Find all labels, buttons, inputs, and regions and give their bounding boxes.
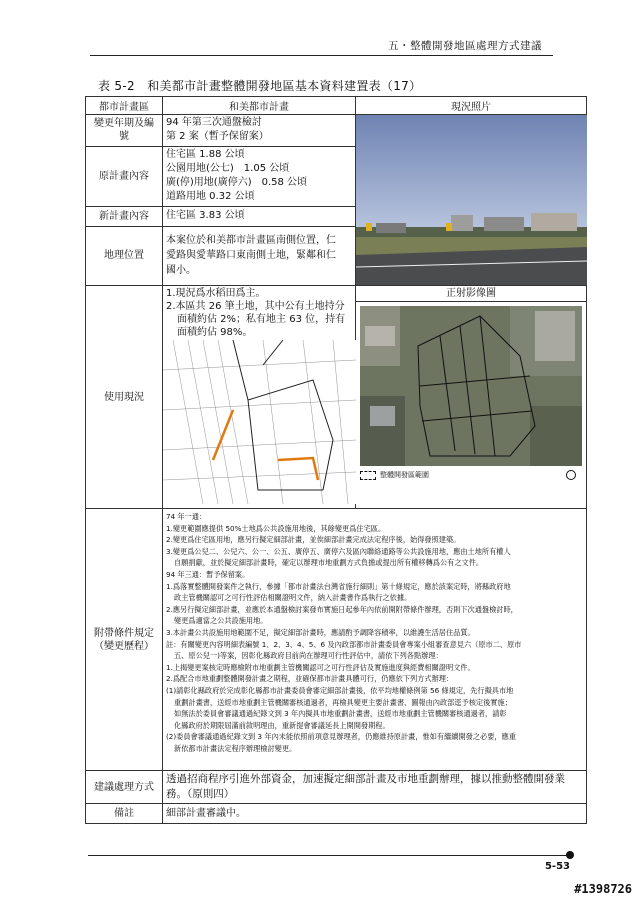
ortho-legend-label: 整體開發區範圍 (380, 471, 429, 479)
legend-dashed-box-icon (360, 471, 376, 480)
usage-line: 1.現況爲水稻田爲主。 (166, 288, 266, 299)
chapter-header: 五・整體開發地區處理方式建議 (388, 40, 542, 52)
usage-value (163, 286, 356, 509)
ortho-image-cell (356, 286, 587, 509)
condition-line: 3.變更爲公兒二、公兒六、公一、公五、廣停五、廣停六及區內聯絡通路等公共設施用地，應由土地所有權人 (166, 546, 511, 556)
usage-line: 面積約佔 98%。 (177, 327, 253, 338)
change-line: 第 2 案（暫予保留案） (166, 131, 269, 143)
change-line: 94 年第三次通盤檢討 (166, 117, 262, 129)
table-title: 表 5-2 和美都市計畫整體開發地區基本資料建置表（17） (98, 79, 422, 93)
footer-rule (88, 855, 573, 856)
condition-line: 1.變更範圍應提供 50%土地爲公共設施用地後，其餘變更爲住宅區。 (166, 523, 386, 533)
orig-label: 原計畫內容 (86, 146, 163, 206)
north-arrow-icon (566, 470, 576, 480)
conditions-value (163, 509, 587, 771)
change-label-line: 變更年期及編 (94, 118, 154, 130)
row-usage (86, 286, 587, 509)
cadastral-map (163, 340, 356, 504)
ortho-map (360, 306, 582, 466)
location-line: 國小。 (166, 265, 196, 277)
condition-line: 3.本計畫公共設施用地範圍不足，擬定細部計畫時，應請酌予調降容積率，以維護生活居住品質。 (166, 627, 475, 637)
remark-value: 細部計畫審議中。 (163, 804, 587, 824)
row-conditions (86, 509, 587, 771)
usage-label: 使用現況 (86, 286, 163, 509)
condition-line: 註：有關變更內容明細表編號 1、2、3、4、5、6 及內政部都市計畫委員會專案小組審查意見六（原市二、原市 (166, 639, 522, 649)
condition-line: 2.變更爲住宅區用地，應另行擬定細部計畫，並俟細部計畫完成法定程序後，始得發照建築。 (166, 535, 461, 545)
change-value (163, 115, 356, 147)
row-suggestion (86, 771, 587, 804)
condition-line: 2.應另行擬定細部計畫，並應於本通盤檢討案發布實施日起參年內依前開附帶條件辦理，否則下次通盤檢討時， (166, 604, 518, 614)
location-line: 本案位於和美都市計畫區南側位置，仁 (166, 235, 336, 247)
location-label: 地理位置 (86, 226, 163, 285)
condition-line: 94 年三通：暫予保留案。 (166, 569, 250, 579)
condition-line: 74 年一通： (166, 512, 207, 521)
header-row (86, 97, 587, 115)
ortho-legend (360, 466, 582, 484)
condition-line: 1.爲落實整體開發案件之執行，參據「都市計畫法台灣省施行細則」第十條規定，應於該案定時，將縣政府地 (166, 581, 511, 591)
condition-line: (1)請彰化縣政府於完成彰化縣都市計畫委員會審定細部計畫後，依平均地權條例第 56 條規定，先行擬具市地 (166, 685, 514, 695)
data-table (85, 96, 587, 824)
conditions-label-line: 附帶條件規定 (94, 627, 154, 639)
suggestion-label: 建議處理方式 (86, 771, 163, 804)
usage-line: 面積約佔 2%；私有地主 63 位，持有 (177, 314, 346, 325)
condition-line: 化縣政府於期限屆滿前敘明理由，重新提會審議延長上開開發期程。 (174, 720, 390, 730)
condition-line: 如無法於委員會審議通過紀錄文到 3 年內擬具市地重劃計畫書，送經市地重劃主管機關審核通過者，請彰 (174, 709, 507, 719)
condition-line: (2)委員會審議通過紀錄文到 3 年內未能依照前項意見辦理者，仍應維持原計畫，惟如有繼續開發之必要，應重 (166, 732, 516, 742)
location-value (163, 226, 356, 285)
watermark: #1398726 (574, 882, 632, 896)
condition-line: 新依都市計畫法定程序辦理檢討變更。 (174, 743, 297, 753)
conditions-label-line: （變更歷程） (94, 640, 154, 652)
footer-dot-icon (566, 851, 574, 859)
change-label (86, 115, 163, 147)
location-line: 愛路與愛華路口東南側土地，緊鄰和仁 (166, 250, 336, 262)
condition-line: 變更爲適當之公共設施用地。 (174, 616, 268, 626)
row-change (86, 115, 587, 147)
new-label: 新計畫內容 (86, 206, 163, 226)
orig-value (163, 146, 356, 206)
condition-line: 政主管機關認可之可行性評估相關證明文件，納入計畫書作爲執行之依據。 (174, 593, 412, 603)
row-remark (86, 804, 587, 824)
change-label-line: 號 (119, 131, 129, 143)
suggestion-value (163, 771, 587, 804)
usage-line: 2.本區共 26 筆土地，其中公有土地持分 (166, 301, 345, 312)
site-photo-image (356, 115, 587, 285)
site-photo (356, 115, 587, 286)
new-value: 住宅區 3.83 公頃 (163, 206, 356, 226)
condition-line: 重劃計畫書，送經市地重劃主管機關審核通過者，再檢具變更主要計畫書、圖報由內政部逕予核定後實施； (174, 697, 512, 707)
remark-label: 備註 (86, 804, 163, 824)
header-plan-name: 和美都市計畫 (163, 97, 356, 115)
suggestion-line: 透過招商程序引進外部資金，加速擬定細部計畫及市地重劃辦理，據以推動整體開發業 (166, 773, 565, 785)
orig-line: 廣(停)用地(廣停六) 0.58 公頃 (166, 177, 308, 189)
condition-line: 2.爲配合市地重劃整體開發計畫之期程，並確保都市計畫具體可行，仍應依下列方式辦理： (166, 674, 454, 684)
orig-line: 住宅區 1.88 公頃 (166, 149, 245, 161)
orig-line: 公園用地(公七) 1.05 公頃 (166, 163, 290, 175)
ortho-title: 正射影像圖 (356, 286, 586, 302)
condition-line: 五、原公兒一)等案，因彰化縣政府目前尚在辦理可行性評估中，請依下列各點辦理： (174, 651, 443, 661)
suggestion-line: 務。（原則四） (166, 788, 235, 800)
conditions-label (86, 509, 163, 771)
page-number: 5-53 (544, 861, 570, 872)
condition-line: 1.上揭變更案核定時應檢附市地重劃主管機關認可之可行性評估及實施進度與經費相關證明文件。 (166, 662, 475, 672)
orig-line: 道路用地 0.32 公頃 (166, 191, 255, 203)
header-photo: 現況照片 (356, 97, 587, 115)
header-plan-area: 都市計畫區 (86, 97, 163, 115)
header-rule (90, 55, 553, 56)
condition-line: 自願捐獻，並於擬定細部計畫時，確定以辦理市地重劃方式負擔或提出所有權移轉爲公有之文件。 (174, 558, 484, 568)
